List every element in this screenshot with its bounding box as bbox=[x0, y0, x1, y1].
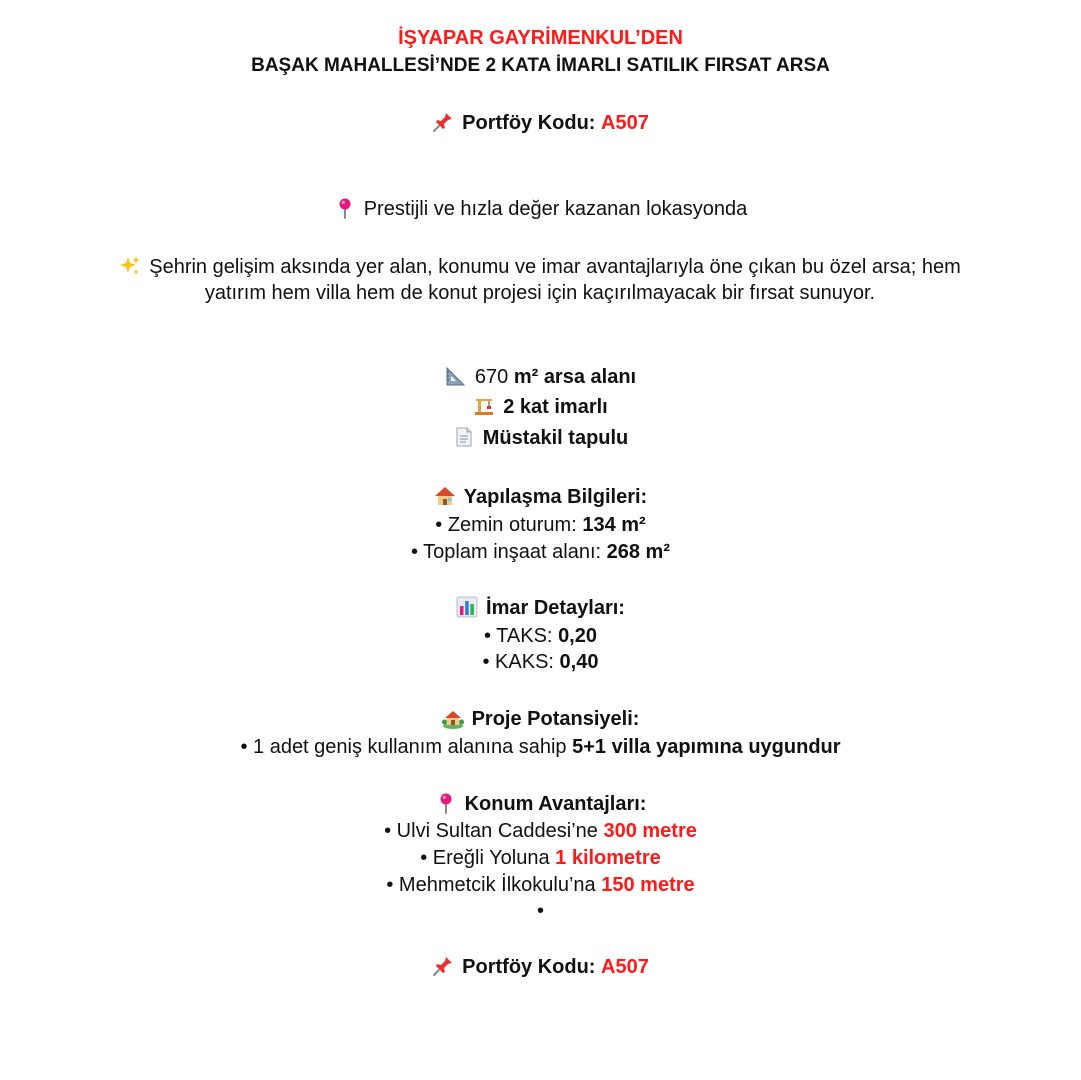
zoning-fact bbox=[0, 395, 1081, 419]
construction-heading bbox=[0, 485, 1081, 509]
zoning-item-value: 0,20 bbox=[558, 625, 597, 647]
location-advantage-item bbox=[0, 819, 1081, 843]
empty-bullet: • bbox=[536, 900, 544, 922]
triangular-ruler-icon bbox=[445, 365, 467, 387]
round-pin-icon bbox=[435, 792, 457, 814]
pushpin-icon bbox=[432, 111, 454, 133]
zoning-item-label: • TAKS: bbox=[483, 625, 553, 647]
advantage-distance: 300 metre bbox=[603, 820, 697, 842]
project-bold-text: 5+1 villa yapımına uygundur bbox=[572, 736, 841, 758]
portfolio-code-top bbox=[0, 111, 1081, 135]
construction-item bbox=[0, 540, 1081, 564]
deed-text: Müstakil tapulu bbox=[482, 427, 629, 449]
zoning-item-label: • KAKS: bbox=[482, 651, 554, 673]
construction-item-value: 268 m² bbox=[606, 541, 670, 563]
location-line bbox=[0, 197, 1081, 221]
house-icon bbox=[434, 485, 456, 507]
zoning-item-value: 0,40 bbox=[559, 651, 599, 673]
advantage-distance: 1 kilometre bbox=[555, 847, 661, 869]
location-advantage-item bbox=[0, 873, 1081, 897]
company-name: İŞYAPAR GAYRİMENKUL’DEN bbox=[398, 27, 683, 49]
portfolio-code: A507 bbox=[601, 956, 649, 978]
construction-item-value: 134 m² bbox=[582, 514, 646, 536]
house-with-garden-icon bbox=[442, 707, 464, 729]
location-advantages-heading bbox=[0, 792, 1081, 816]
zoning-details-item bbox=[0, 624, 1081, 648]
page-headline: BAŞAK MAHALLESİ’NDE 2 KATA İMARLI SATILIK FIRSAT ARSA bbox=[251, 55, 830, 76]
sparkles-icon bbox=[119, 255, 141, 277]
portfolio-code-bottom bbox=[0, 955, 1081, 979]
location-advantage-item bbox=[0, 846, 1081, 870]
location-text: Prestijli ve hızla değer kazanan lokasyonda bbox=[363, 198, 748, 220]
construction-title: Yapılaşma Bilgileri: bbox=[463, 486, 648, 508]
portfolio-label: Portföy Kodu: bbox=[462, 956, 596, 978]
advantage-label: • Mehmetcik İlkokulu’na bbox=[386, 874, 596, 896]
project-heading bbox=[0, 707, 1081, 731]
document-icon bbox=[453, 426, 475, 448]
zoning-text: 2 kat imarlı bbox=[503, 396, 608, 418]
pushpin-icon bbox=[432, 955, 454, 977]
construction-crane-icon bbox=[473, 395, 495, 417]
description-text: Şehrin gelişim aksında yer alan, konumu ve imar avantajlarıyla öne çıkan bu özel arsa; hem yatırım hem villa hem de konut projesi için kaçırılmayacak bir fırsat sunuyor. bbox=[149, 256, 961, 304]
area-fact bbox=[0, 365, 1081, 389]
area-label: m² arsa alanı bbox=[513, 366, 637, 388]
bar-chart-icon bbox=[456, 596, 478, 618]
construction-item bbox=[0, 513, 1081, 537]
portfolio-code: A507 bbox=[601, 112, 649, 134]
zoning-details-heading bbox=[0, 596, 1081, 620]
construction-item-label: • Zemin oturum: bbox=[435, 514, 577, 536]
area-value: 670 bbox=[474, 366, 509, 388]
construction-item-label: • Toplam inşaat alanı: bbox=[410, 541, 602, 563]
location-advantages-title: Konum Avantajları: bbox=[464, 793, 647, 815]
advantage-distance: 150 metre bbox=[601, 874, 695, 896]
deed-fact bbox=[0, 426, 1081, 450]
advantage-label: • Ulvi Sultan Caddesi’ne bbox=[384, 820, 598, 842]
description-paragraph bbox=[100, 254, 980, 306]
round-pin-icon bbox=[334, 197, 356, 219]
project-text: • 1 adet geniş kullanım alanına sahip bbox=[240, 736, 567, 758]
project-title: Proje Potansiyeli: bbox=[471, 708, 640, 730]
project-item bbox=[0, 735, 1081, 759]
zoning-details-item bbox=[0, 650, 1081, 674]
zoning-details-title: İmar Detayları: bbox=[486, 597, 625, 619]
advantage-label: • Ereğli Yoluna bbox=[420, 847, 550, 869]
portfolio-label: Portföy Kodu: bbox=[462, 112, 596, 134]
